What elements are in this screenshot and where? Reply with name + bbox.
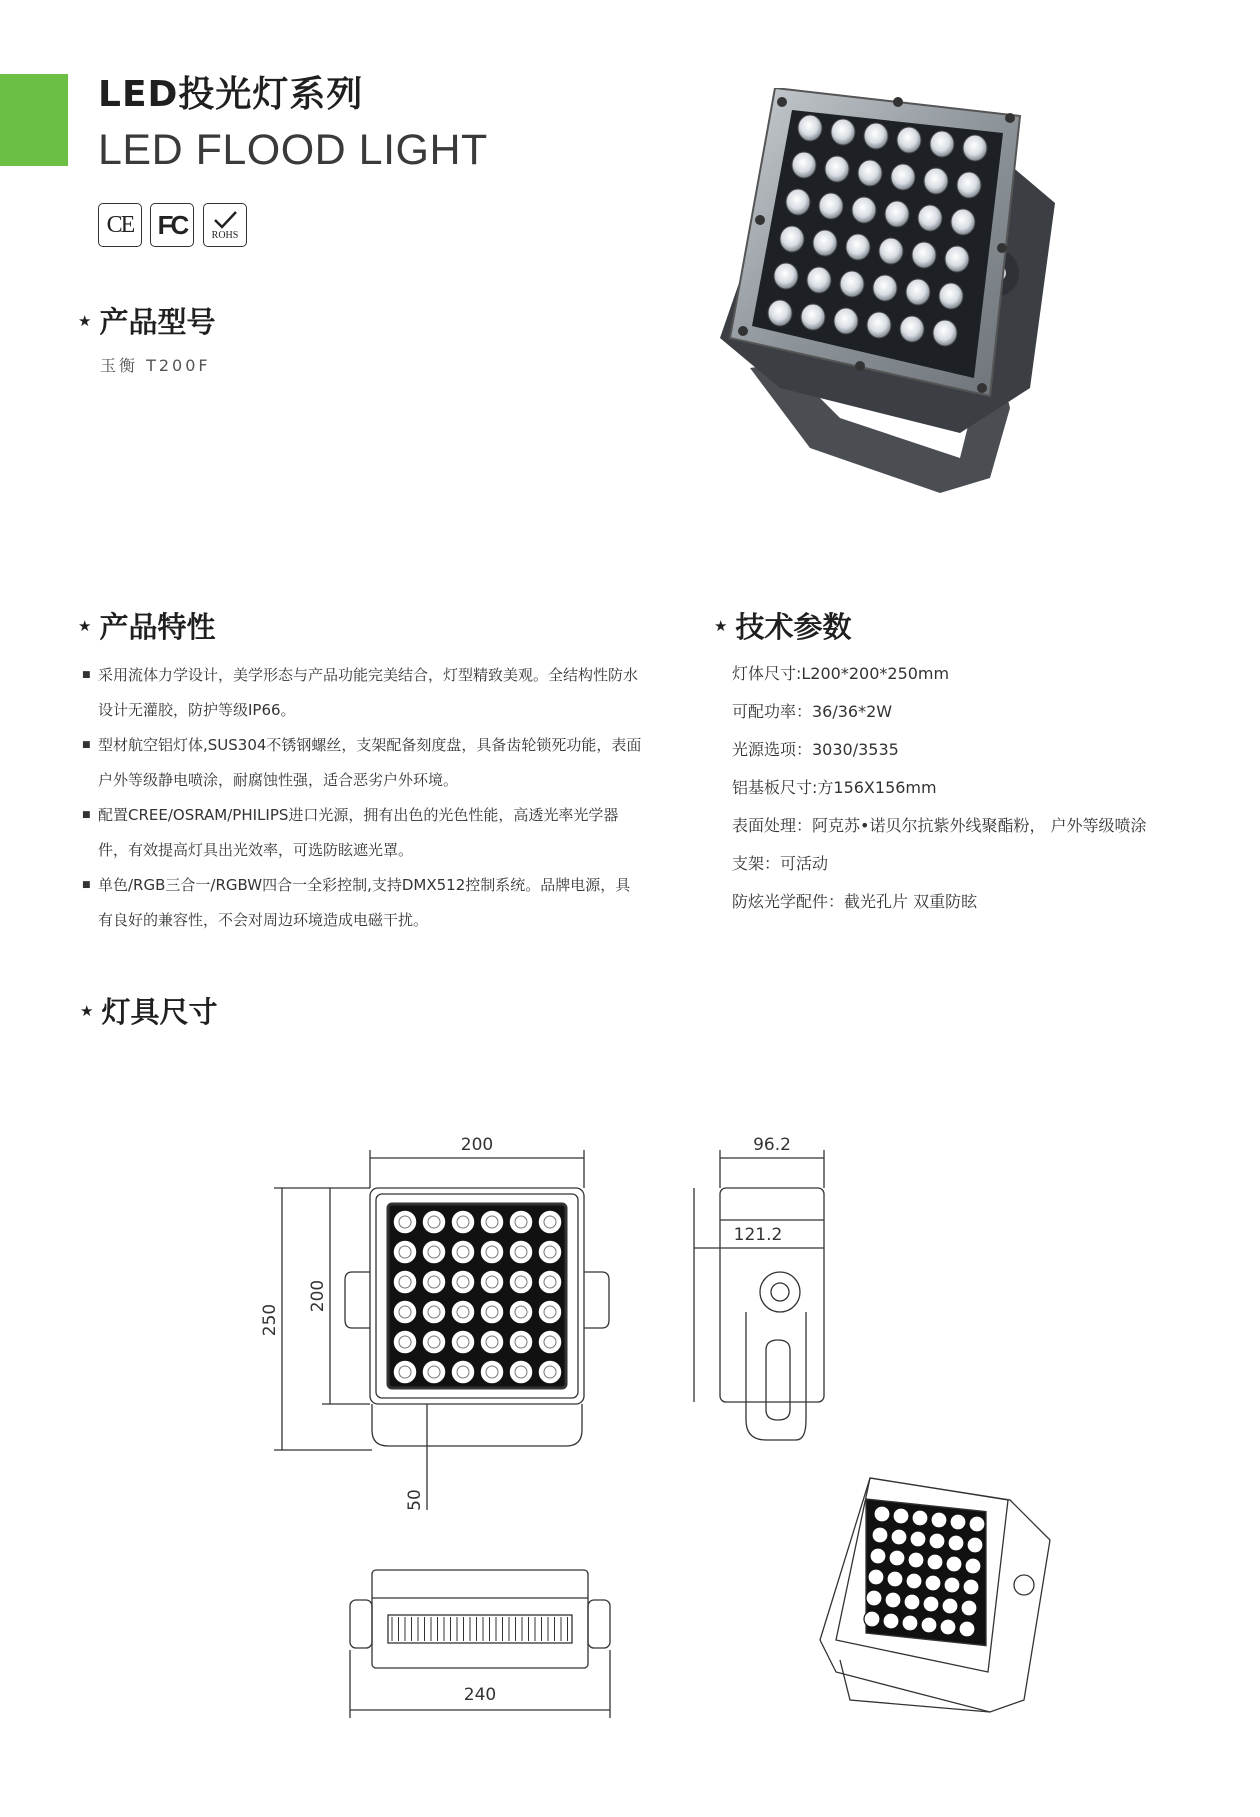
dim-bottom-width: 240 bbox=[463, 1685, 497, 1705]
star-icon: ★ bbox=[78, 617, 92, 635]
dim-side-depth: 96.2 bbox=[753, 1135, 791, 1155]
dim-side-pivot: 121.2 bbox=[733, 1225, 783, 1245]
spec-item: 光源选项：3030/3535 bbox=[732, 740, 899, 759]
side-view-drawing bbox=[694, 1150, 824, 1440]
fc-cert-icon: FC bbox=[150, 203, 194, 247]
features-heading: ★ 产品特性 bbox=[78, 610, 216, 644]
feature-item: ■ 单色/RGB三合一/RGBW四合一全彩控制,支持DMX512控制系统。品牌电源，具有良好的兼容性，不会对周边环境造成电磁干扰。 bbox=[82, 868, 642, 938]
ce-cert-icon: CE bbox=[98, 203, 142, 247]
star-icon: ★ bbox=[78, 312, 92, 330]
checkmark-icon bbox=[212, 210, 238, 230]
specs-heading: ★ 技术参数 bbox=[714, 610, 852, 644]
series-title-en: LED FLOOD LIGHT bbox=[98, 126, 488, 174]
spec-item: 灯体尺寸:L200*200*250mm bbox=[732, 664, 950, 683]
feature-item: ■ 型材航空铝灯体,SUS304不锈钢螺丝，支架配备刻度盘，具备齿轮锁死功能，表面户外等级静电喷涂，耐腐蚀性强，适合恶劣户外环境。 bbox=[82, 728, 642, 798]
series-title-cn: LED投光灯系列 bbox=[98, 74, 364, 115]
model-number: 玉衡 T200F bbox=[100, 356, 211, 375]
star-icon: ★ bbox=[714, 617, 728, 635]
specs-list bbox=[732, 655, 1232, 921]
dim-front-height-body: 200 bbox=[308, 1279, 328, 1313]
features-list bbox=[82, 658, 642, 938]
dim-bracket-offset: 50 bbox=[405, 1489, 425, 1511]
spec-item: 表面处理：阿克苏•诺贝尔抗紫外线聚酯粉， 户外等级喷涂 bbox=[732, 816, 1147, 835]
model-heading: ★ 产品型号 bbox=[78, 305, 216, 339]
dim-front-height-total: 250 bbox=[260, 1303, 280, 1337]
dim-front-width: 200 bbox=[460, 1135, 494, 1155]
spec-item: 可配功率：36/36*2W bbox=[732, 702, 893, 721]
technical-drawings bbox=[0, 1100, 1260, 1817]
dimensions-heading: ★ 灯具尺寸 bbox=[80, 995, 218, 1029]
star-icon: ★ bbox=[80, 1002, 94, 1020]
spec-item: 支架：可活动 bbox=[732, 854, 829, 873]
spec-item: 防炫光学配件：截光孔片 双重防眩 bbox=[732, 892, 978, 911]
accent-bar bbox=[0, 74, 68, 166]
spec-item: 铝基板尺寸:方156X156mm bbox=[732, 778, 937, 797]
feature-item: ■ 采用流体力学设计，美学形态与产品功能完美结合，灯型精致美观。全结构性防水设计无灌胶，防护等级IP66。 bbox=[82, 658, 642, 728]
rohs-cert-icon: ROHS bbox=[203, 203, 247, 247]
product-photo bbox=[660, 88, 1060, 498]
front-view-drawing bbox=[274, 1150, 609, 1510]
feature-item: ■ 配置CREE/OSRAM/PHILIPS进口光源，拥有出色的光色性能，高透光率光学器件，有效提高灯具出光效率，可选防眩遮光罩。 bbox=[82, 798, 642, 868]
